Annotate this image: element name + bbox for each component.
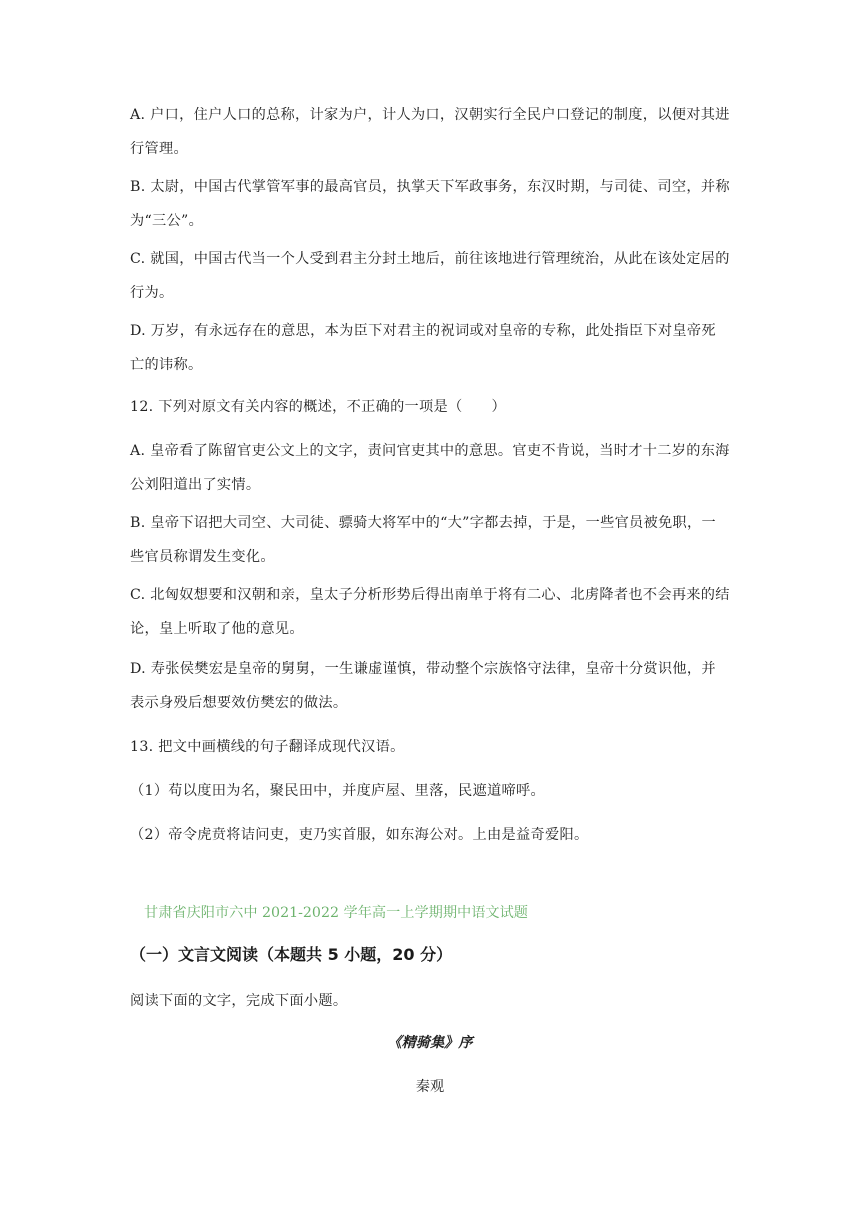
q12-option-b: B. 皇帝下诏把大司空、大司徒、骠骑大将军中的“大”字都去掉，于是，一些官员被免职，一些官员称谓发生变化。	[130, 515, 716, 565]
q13-item-2: （2）帝令虎贲将诘问吏，吏乃实首服，如东海公对。上由是益奇爱阳。	[130, 827, 589, 843]
source-line: 甘肃省庆阳市六中 2021-2022 学年高一上学期期中语文试题	[144, 905, 528, 921]
instruction-text: 阅读下面的文字，完成下面小题。	[130, 993, 348, 1009]
q11-option-c: C. 就国，中国古代当一个人受到君主分封土地后，前往该地进行管理统治，从此在该处定居的行为。	[130, 251, 730, 301]
q13-item-1: （1）苟以度田为名，聚民田中，并度庐屋、里落，民遮道啼呼。	[130, 783, 545, 799]
q12-option-c: C. 北匈奴想要和汉朝和亲，皇太子分析形势后得出南单于将有二心、北虏降者也不会再来的结论，皇上听取了他的意见。	[130, 587, 730, 637]
q11-option-a: A. 户口，住户人口的总称，计家为户，计人为口，汉朝实行全民户口登记的制度，以便对其进行管理。	[130, 107, 730, 157]
passage-author: 秦观	[415, 1079, 445, 1095]
q13-stem: 13. 把文中画横线的句子翻译成现代汉语。	[130, 739, 405, 755]
q12-stem: 12. 下列对原文有关内容的概述，不正确的一项是（ ）	[130, 399, 506, 415]
q12-option-d: D. 寿张侯樊宏是皇帝的舅舅，一生谦虚谨慎，带动整个宗族恪守法律，皇帝十分赏识他，并表示身殁后想要效仿樊宏的做法。	[130, 661, 716, 711]
passage-title: 《精骑集》序	[387, 1035, 473, 1051]
q11-option-d: D. 万岁，有永远存在的意思，本为臣下对君主的祝词或对皇帝的专称，此处指臣下对皇帝死亡的讳称。	[130, 323, 716, 373]
q11-option-b: B. 太尉，中国古代掌管军事的最高官员，执掌天下军政事务，东汉时期，与司徒、司空，并称为“三公”。	[130, 179, 730, 229]
q12-option-a: A. 皇帝看了陈留官吏公文上的文字，责问官吏其中的意思。官吏不肯说，当时才十二岁的东海公刘阳道出了实情。	[130, 443, 730, 493]
section-heading: （一）文言文阅读（本题共 5 小题，20 分）	[130, 945, 453, 964]
